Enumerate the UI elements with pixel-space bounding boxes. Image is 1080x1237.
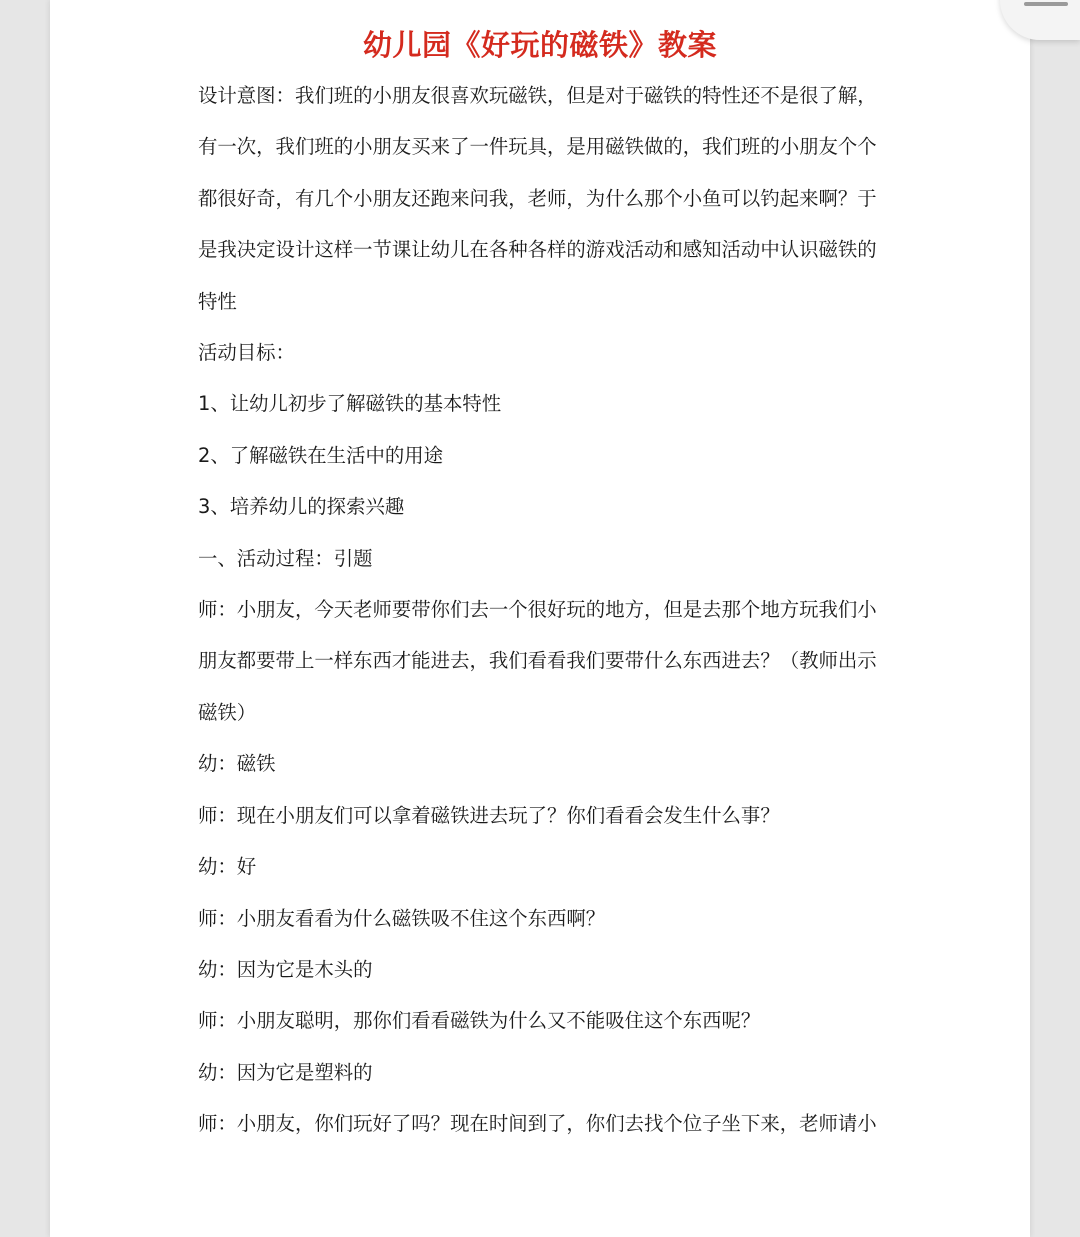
paragraph-objective-1: 1、让幼儿初步了解磁铁的基本特性 — [198, 392, 502, 416]
paragraph-process-heading: 一、活动过程：引题 — [198, 546, 373, 570]
paragraph-dialogue: 幼：磁铁 — [198, 752, 276, 776]
paragraph-dialogue: 幼：因为它是木头的 — [198, 957, 373, 981]
document-body — [198, 70, 884, 1150]
paragraph-objective-3: 3、培养幼儿的探索兴趣 — [198, 495, 405, 519]
paragraph-dialogue: 师：小朋友看看为什么磁铁吸不住这个东西啊？ — [198, 906, 606, 930]
hamburger-menu-icon — [1024, 2, 1068, 6]
paragraph-objective-2: 2、了解磁铁在生活中的用途 — [198, 443, 444, 467]
paragraph-design-intent: 设计意图：我们班的小朋友很喜欢玩磁铁，但是对于磁铁的特性还不是很了解，有一次，我们班的小朋友买来了一件玩具，是用磁铁做的，我们班的小朋友个个都很好奇，有几个小朋友还跑来问我，老师，为什么那个小鱼可以钓起来啊？于是我决定设计这样一节课让幼儿在各种各样的游戏活动和感知活动中认识磁铁的特性 — [198, 84, 877, 313]
paragraph-dialogue: 师：小朋友聪明，那你们看看磁铁为什么又不能吸住这个东西呢？ — [198, 1009, 761, 1033]
paragraph-dialogue: 师：小朋友，今天老师要带你们去一个很好玩的地方，但是去那个地方玩我们小朋友都要带上一样东西才能进去，我们看看我们要带什么东西进去？（教师出示磁铁） — [198, 598, 877, 724]
paragraph-dialogue: 师：现在小朋友们可以拿着磁铁进去玩了？你们看看会发生什么事？ — [198, 803, 780, 827]
paragraph-dialogue: 幼：好 — [198, 855, 257, 879]
document-title: 幼儿园《好玩的磁铁》教案 — [362, 28, 717, 62]
paragraph-dialogue: 幼：因为它是塑料的 — [198, 1060, 373, 1084]
paragraph-objectives-heading: 活动目标： — [198, 341, 295, 365]
paragraph-dialogue: 师：小朋友，你们玩好了吗？现在时间到了，你们去找个位子坐下来，老师请小 — [198, 1112, 877, 1136]
